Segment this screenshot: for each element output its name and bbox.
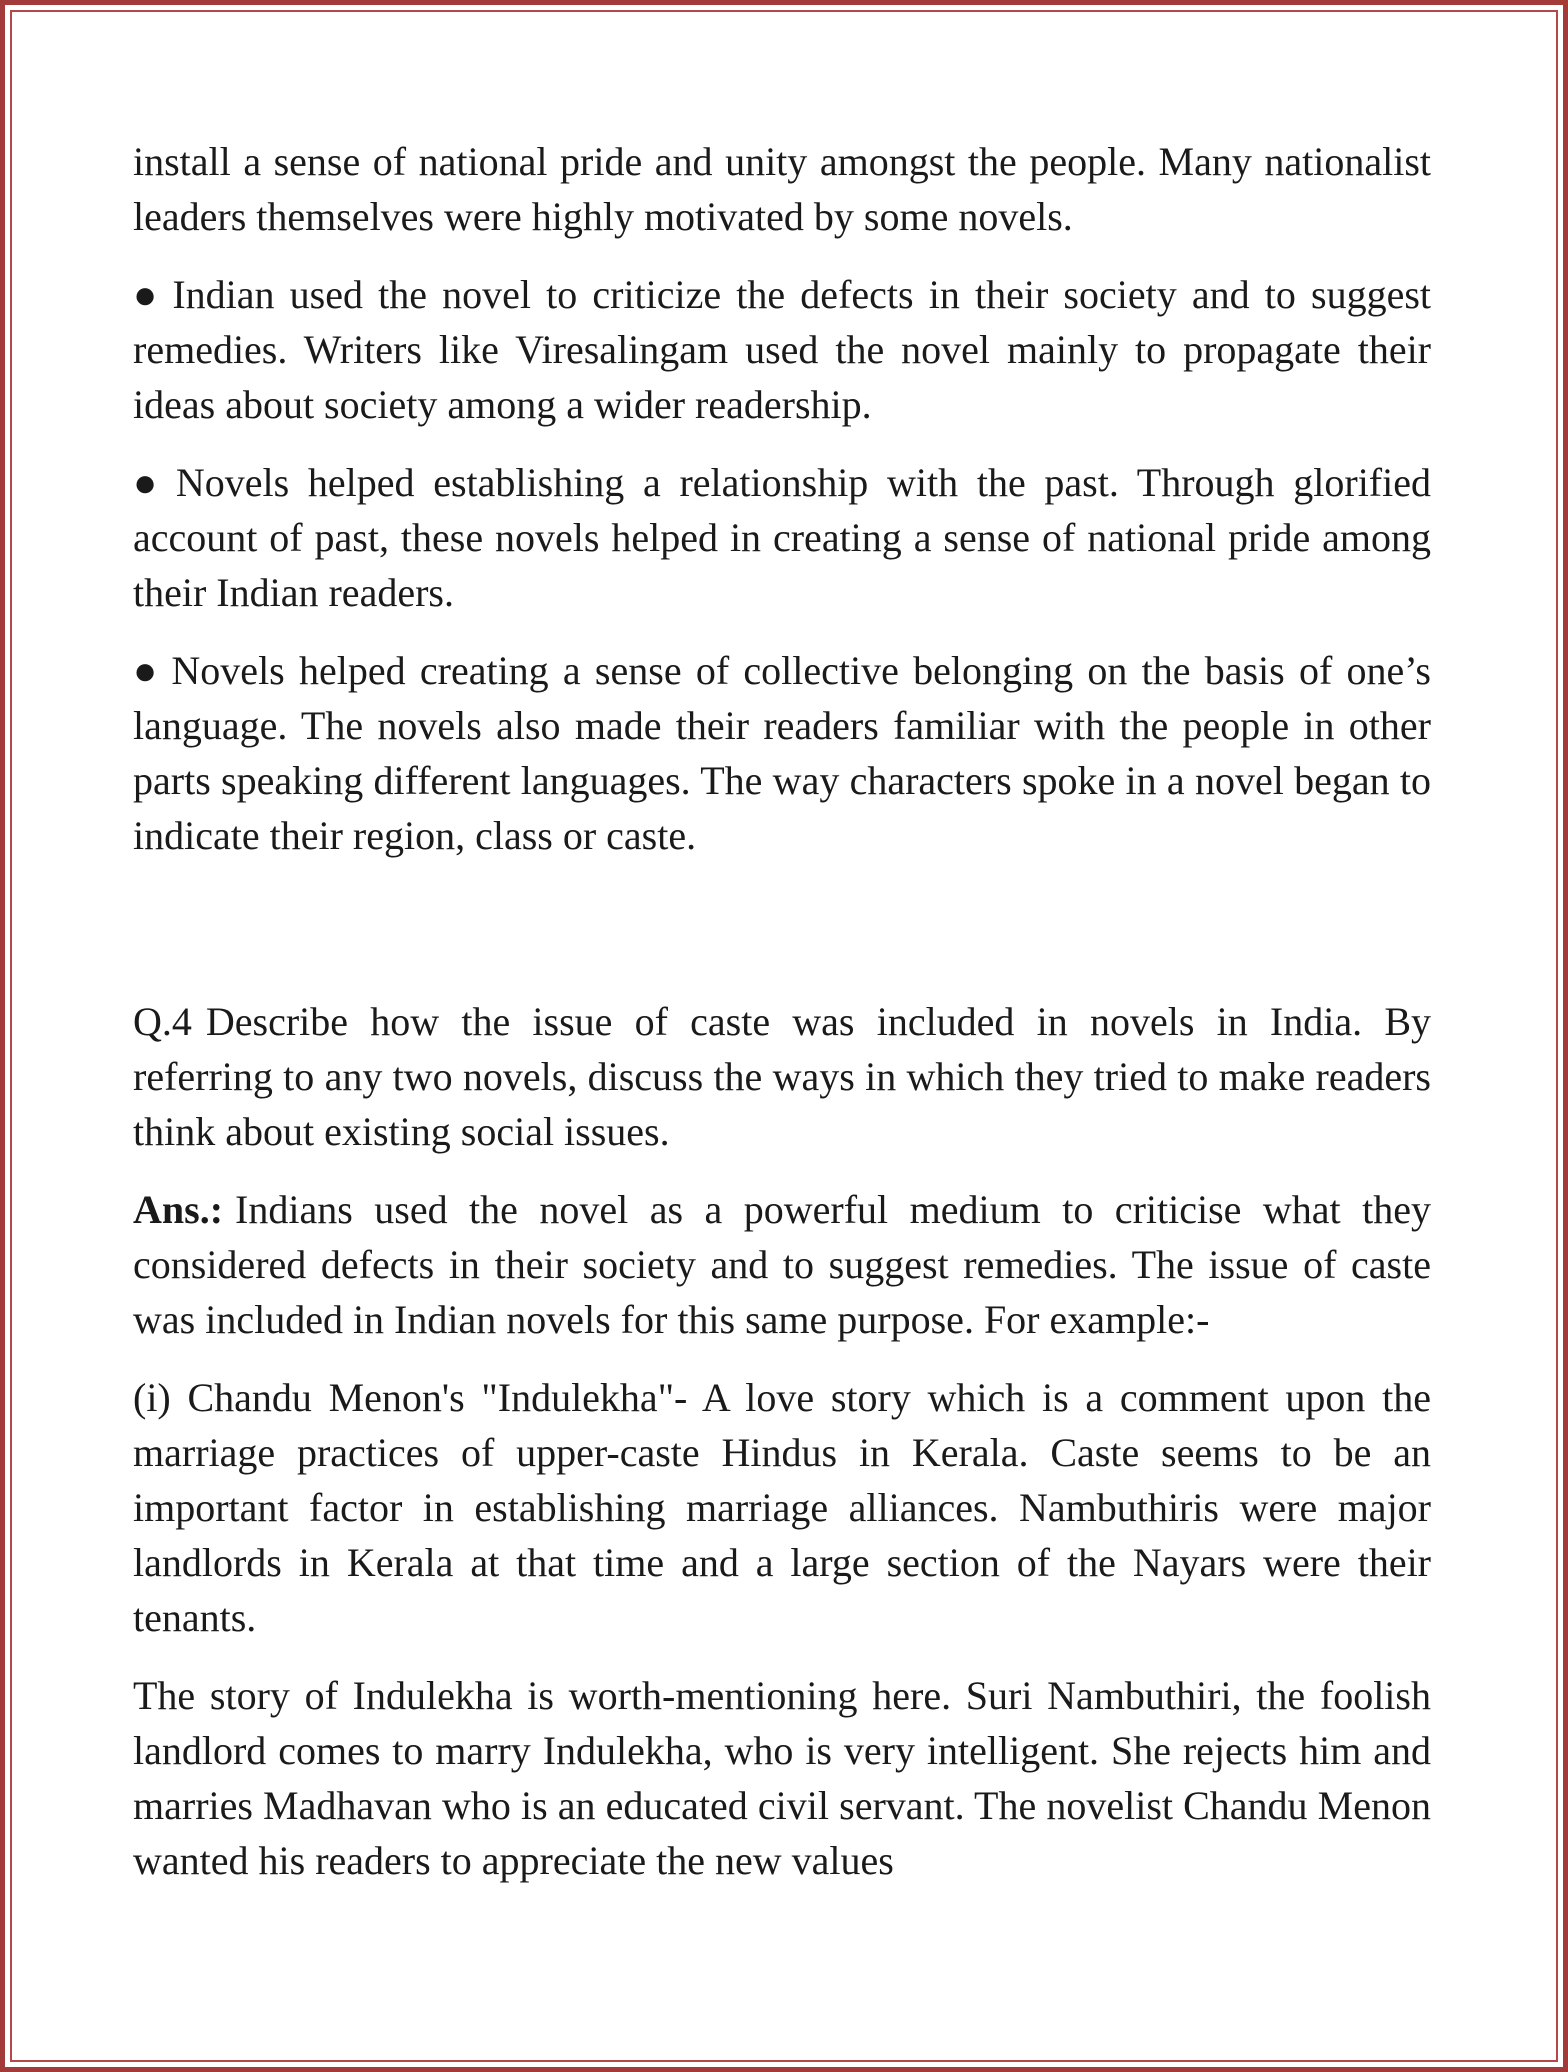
answer-label: Ans.: (133, 1187, 224, 1232)
answer-story-indulekha: The story of Indulekha is worth-mentioning here. Suri Nambuthiri, the foolish landlord comes to marry Indulekha, who is very intelligent. She rejects him and marries Madhavan who is an educated civil servant. The novelist Chandu Menon wanted his readers to appreciate the new values (133, 1673, 1431, 1883)
answer-text: Indians used the novel as a powerful medium to criticise what they considered defects in their society and to suggest remedies. The issue of caste was included in Indian novels for this same purpose. For example:- (133, 1187, 1431, 1342)
paragraph-national-pride: install a sense of national pride and unity amongst the people. Many nationalist leaders themselves were highly motivated by some novels. (133, 139, 1431, 239)
page-content (133, 134, 1431, 1888)
bullet-icon: ● (133, 648, 162, 693)
answer-point-indulekha: (i) Chandu Menon's "Indulekha"- A love story which is a comment upon the marriage practices of upper-caste Hindus in Kerala. Caste seems to be an important factor in establishing marriage alliances. Nambuthiris were major landlords in Kerala at that time and a large section of the Nayars were their tenants. (133, 1375, 1431, 1640)
bullet-icon: ● (133, 460, 166, 505)
bullet-text: Indian used the novel to criticize the defects in their society and to suggest remedies. Writers like Viresalingam used the novel mainly to propagate their ideas about society among a wider readership. (133, 272, 1431, 427)
answer-paragraph (133, 1182, 1431, 1347)
bullet-paragraph-language (133, 643, 1431, 863)
bullet-icon: ● (133, 272, 163, 317)
bullet-paragraph-past (133, 455, 1431, 620)
bullet-paragraph-criticize (133, 267, 1431, 432)
question-paragraph (133, 994, 1431, 1159)
question-text: Describe how the issue of caste was included in novels in India. By referring to any two novels, discuss the ways in which they tried to make readers think about existing social issues. (133, 999, 1431, 1154)
question-label: Q.4 (133, 999, 192, 1044)
bullet-text: Novels helped creating a sense of collective belonging on the basis of one’s language. The novels also made their readers familiar with the people in other parts speaking different languages. The way characters spoke in a novel began to indicate their region, class or caste. (133, 648, 1431, 858)
bullet-text: Novels helped establishing a relationship with the past. Through glorified account of past, these novels helped in creating a sense of national pride among their Indian readers. (133, 460, 1431, 615)
